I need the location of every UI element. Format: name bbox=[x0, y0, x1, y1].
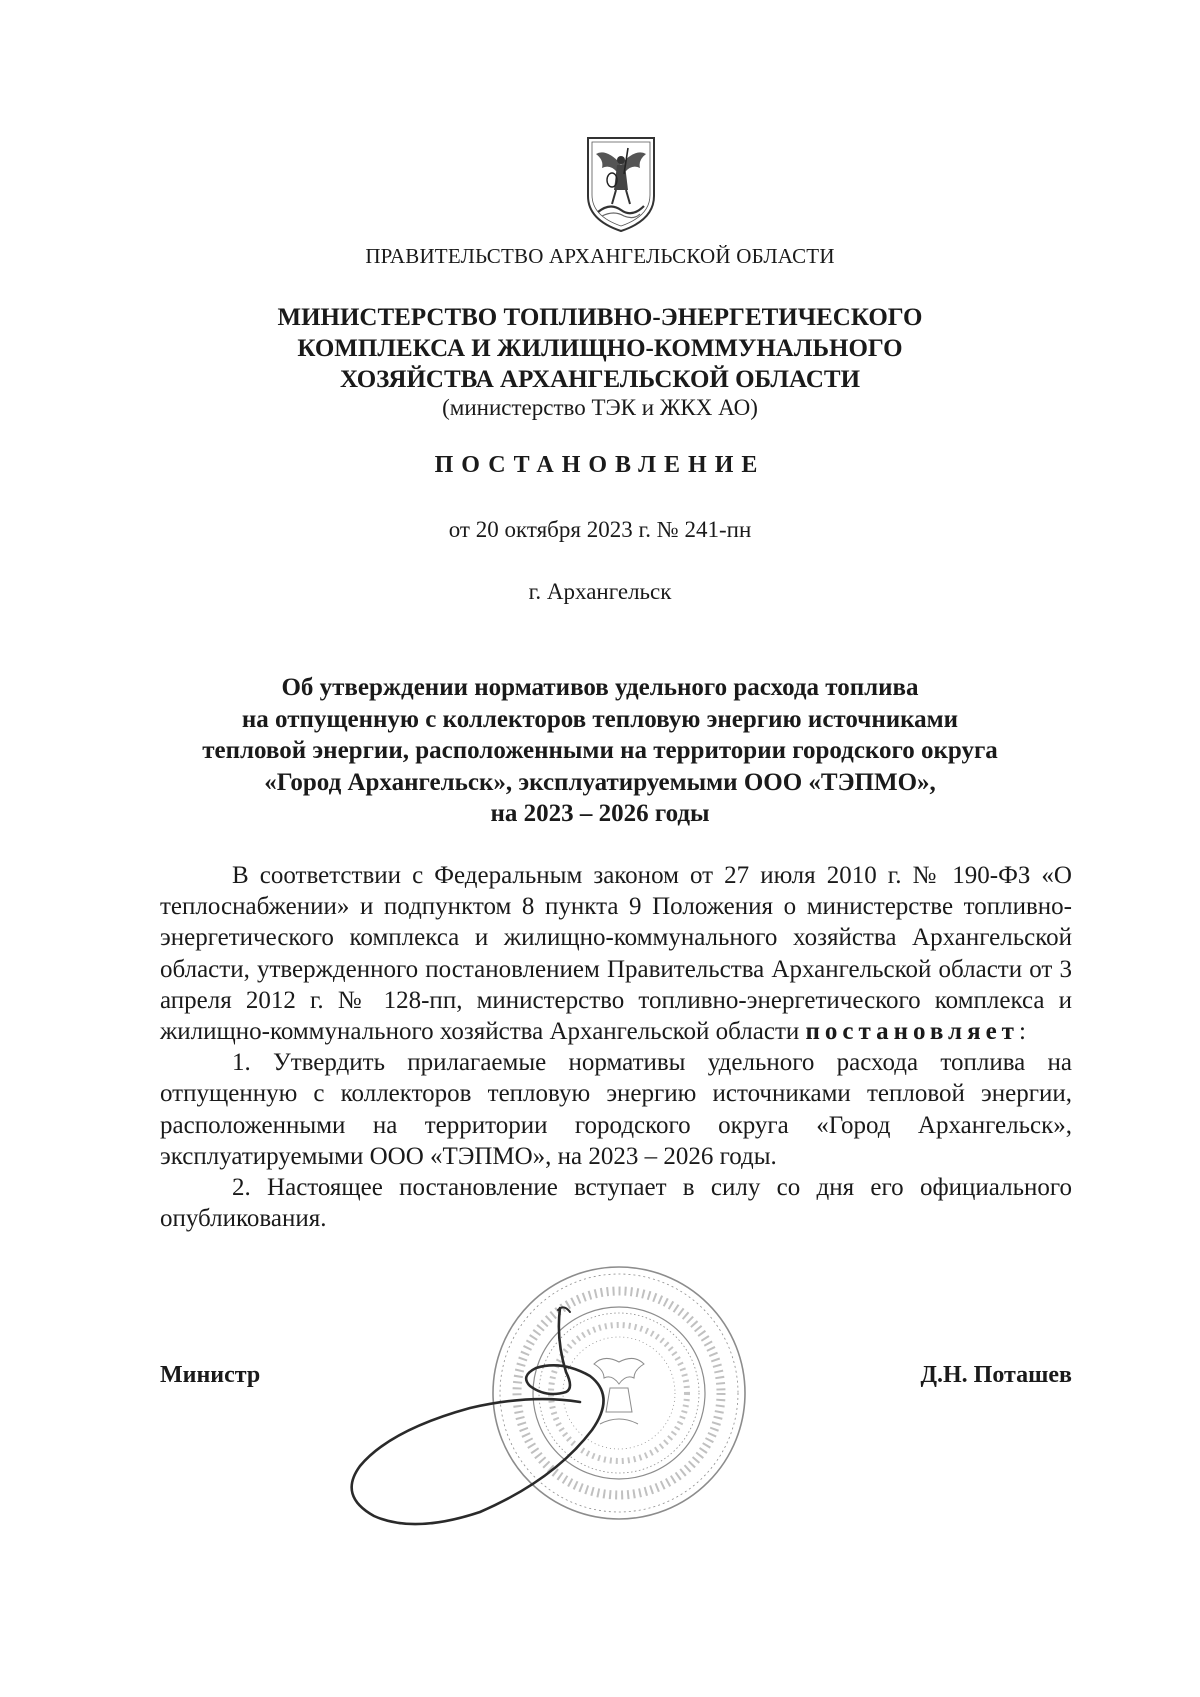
item-2-paragraph: 2. Настоящее постановление вступает в силу со дня его официального опубликования. bbox=[160, 1174, 1072, 1233]
document-body bbox=[160, 860, 1072, 1234]
ministry-name-line: МИНИСТЕРСТВО ТОПЛИВНО-ЭНЕРГЕТИЧЕСКОГО bbox=[277, 304, 923, 331]
document-title bbox=[150, 672, 1050, 830]
title-line: на 2023 – 2026 годы bbox=[490, 800, 710, 827]
ministry-name-line: ХОЗЯЙСТВА АРХАНГЕЛЬСКОЙ ОБЛАСТИ bbox=[339, 366, 861, 393]
document-type: ПОСТАНОВЛЕНИЕ bbox=[434, 452, 766, 478]
handwritten-signature-icon bbox=[330, 1280, 690, 1540]
ministry-name-line: КОМПЛЕКСА И ЖИЛИЩНО-КОММУНАЛЬНОГО bbox=[297, 335, 903, 362]
title-line: «Город Архангельск», эксплуатируемыми ООО «ТЭПМО», bbox=[264, 768, 936, 796]
preamble-text: В соответствии с Федеральным законом от 27 июля 2010 г. № 190-ФЗ «О теплоснабжении» и подпунктом 8 пункта 9 Положения о министерстве топливно-энергетического комплекса и жилищно-коммунального хозяйства Архангельской области, утвержденного постановлением Правительства Архангельской области от 3 апреля 2012 г. № 128-пп, министерство топливно-энергетического комплекса и жилищно-коммунального хозяйства Архангельской области bbox=[160, 862, 1072, 1046]
title-line: на отпущенную с коллекторов тепловую энергию источниками bbox=[241, 705, 959, 733]
item-1-paragraph: 1. Утвердить прилагаемые нормативы удельного расхода топлива на отпущенную с коллекторов тепловую энергию источниками тепловой энергии, расположенными на территории городского округа «Город Архангельск», эксплуатируемыми ООО «ТЭПМО», на 2023 – 2026 годы. bbox=[160, 1049, 1072, 1170]
title-line: Об утверждении нормативов удельного расхода топлива bbox=[281, 674, 919, 701]
preamble-paragraph bbox=[160, 860, 1072, 1047]
ministry-name bbox=[0, 302, 1200, 395]
title-line: тепловой энергии, расположенными на территории городского округа bbox=[202, 737, 998, 764]
ministry-short-name: (министерство ТЭК и ЖКХ АО) bbox=[442, 395, 758, 420]
arkhangelsk-coat-of-arms-icon bbox=[584, 134, 658, 234]
decree-colon: : bbox=[1018, 1018, 1026, 1046]
document-date-number: от 20 октября 2023 г. № 241-пн bbox=[448, 517, 752, 542]
document-city: г. Архангельск bbox=[528, 579, 672, 604]
government-name: ПРАВИТЕЛЬСТВО АРХАНГЕЛЬСКОЙ ОБЛАСТИ bbox=[365, 244, 835, 268]
signatory-name: Д.Н. Поташев bbox=[920, 1362, 1072, 1388]
decree-word: постановляет bbox=[805, 1018, 1019, 1046]
signatory-position: Министр bbox=[160, 1362, 261, 1388]
